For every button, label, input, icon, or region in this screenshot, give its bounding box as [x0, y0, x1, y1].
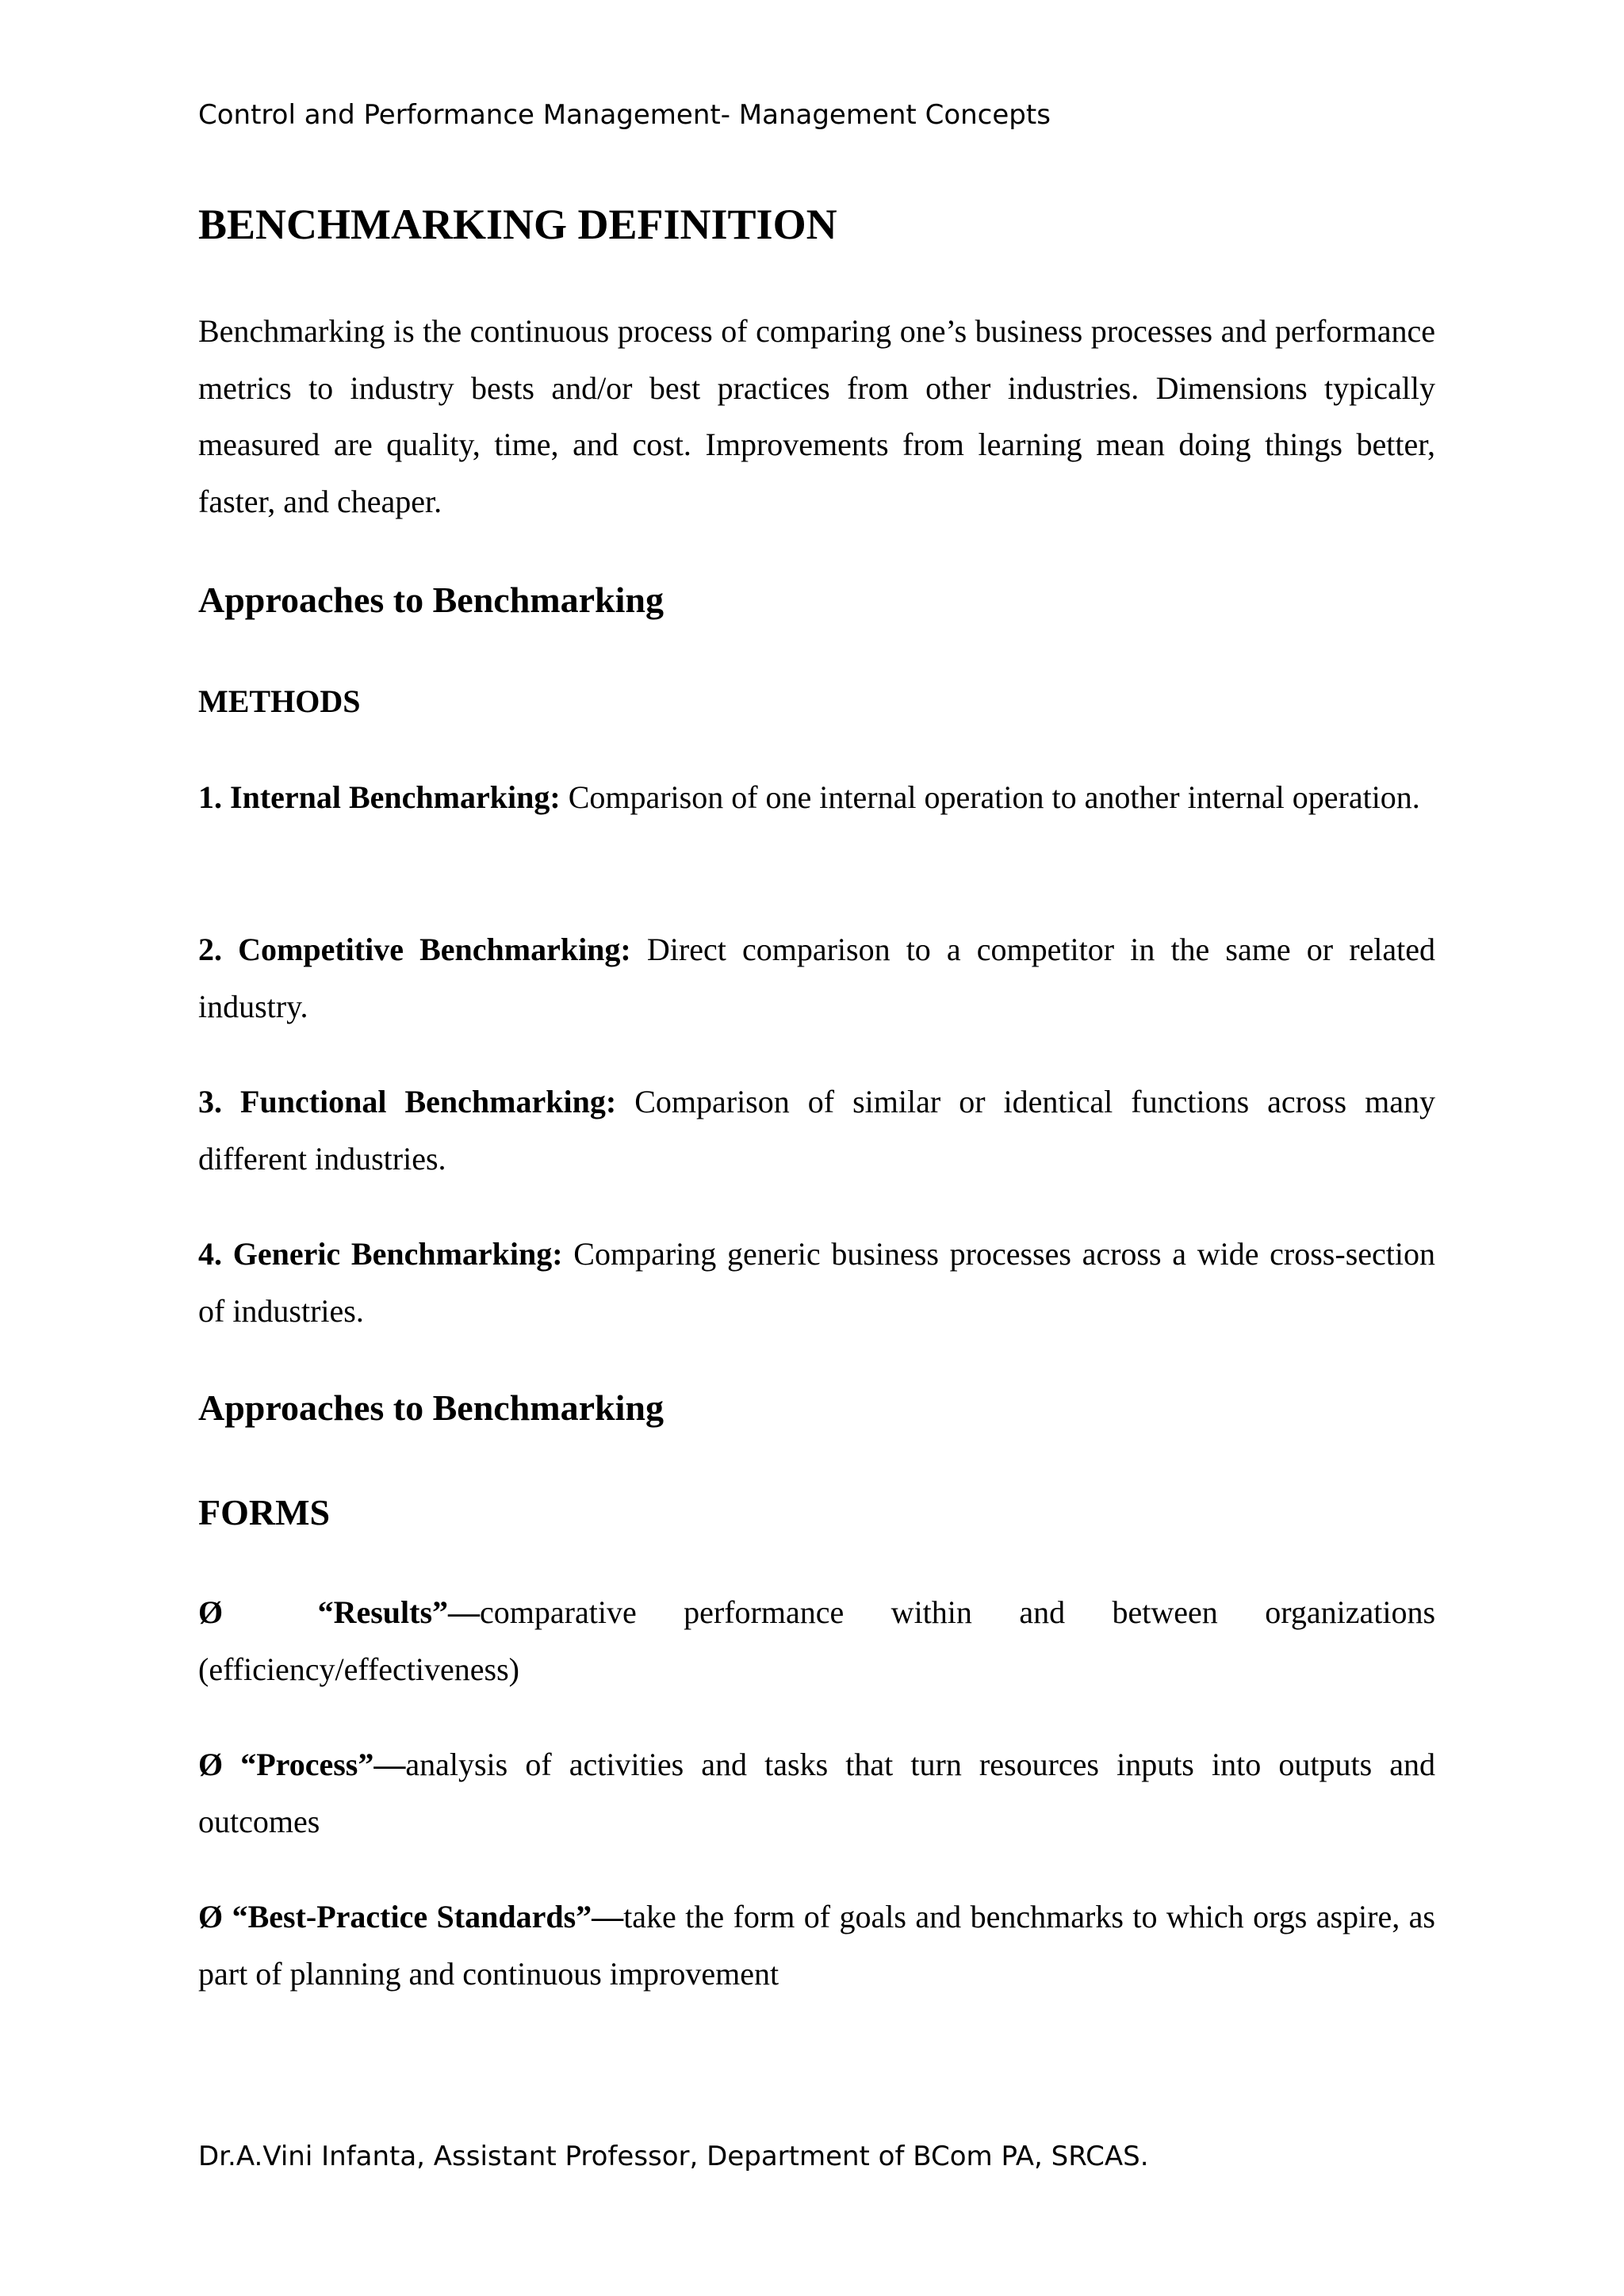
form-text: comparative performance within and between organizations (efficiency/effectiveness): [198, 1594, 1436, 1687]
method-item-generic: [198, 1226, 1435, 1339]
method-item-competitive: [198, 921, 1435, 1035]
form-item-best-practice: [198, 1888, 1435, 2002]
form-label: “Results”—: [317, 1594, 481, 1630]
method-label: 3. Functional Benchmarking:: [198, 1084, 617, 1119]
method-label: 2. Competitive Benchmarking:: [198, 932, 631, 967]
definition-paragraph: Benchmarking is the continuous process of comparing one’s business processes and performance metrics to industry bests and/or best practices from other industries. Dimensions typically measured are quality, time, and cost. Improvements from learning mean doing things better, faster, and cheaper.: [198, 313, 1435, 519]
document-page: [198, 0, 1435, 2296]
form-label: “Process”—: [240, 1747, 406, 1782]
method-text: Comparing generic business processes across a wide cross-section of industries.: [198, 1236, 1435, 1329]
method-label: 4. Generic Benchmarking:: [198, 1236, 563, 1272]
page-header: Control and Performance Management- Management Concepts: [198, 99, 1051, 131]
bullet-icon: Ø: [198, 1747, 224, 1782]
method-text: Comparison of similar or identical functions across many different industries.: [198, 1084, 1435, 1177]
method-text: Comparison of one internal operation to another internal operation.: [560, 779, 1420, 815]
bullet-icon: Ø: [198, 1899, 224, 1934]
form-text: analysis of activities and tasks that turn resources inputs into outputs and outcomes: [198, 1747, 1435, 1839]
method-item-functional: [198, 1073, 1435, 1187]
form-label: “Best-Practice Standards”—: [232, 1899, 624, 1934]
bullet-icon: Ø: [198, 1594, 224, 1630]
method-item-internal: [198, 769, 1435, 826]
section-heading-forms: Approaches to Benchmarking: [198, 1387, 664, 1428]
methods-subheading: METHODS: [198, 683, 361, 719]
page-footer: Dr.A.Vini Infanta, Assistant Professor, Department of BCom PA, SRCAS.: [198, 2141, 1149, 2172]
form-item-results: [198, 1584, 1435, 1697]
method-label: 1. Internal Benchmarking:: [198, 779, 561, 815]
forms-subheading: FORMS: [198, 1492, 331, 1533]
section-heading-methods: Approaches to Benchmarking: [198, 580, 664, 620]
form-item-process: [198, 1736, 1435, 1850]
form-text: take the form of goals and benchmarks to which orgs aspire, as part of planning and continuous improvement: [198, 1899, 1436, 1992]
page-title: BENCHMARKING DEFINITION: [198, 201, 837, 248]
method-text: Direct comparison to a competitor in the same or related industry.: [198, 932, 1435, 1024]
